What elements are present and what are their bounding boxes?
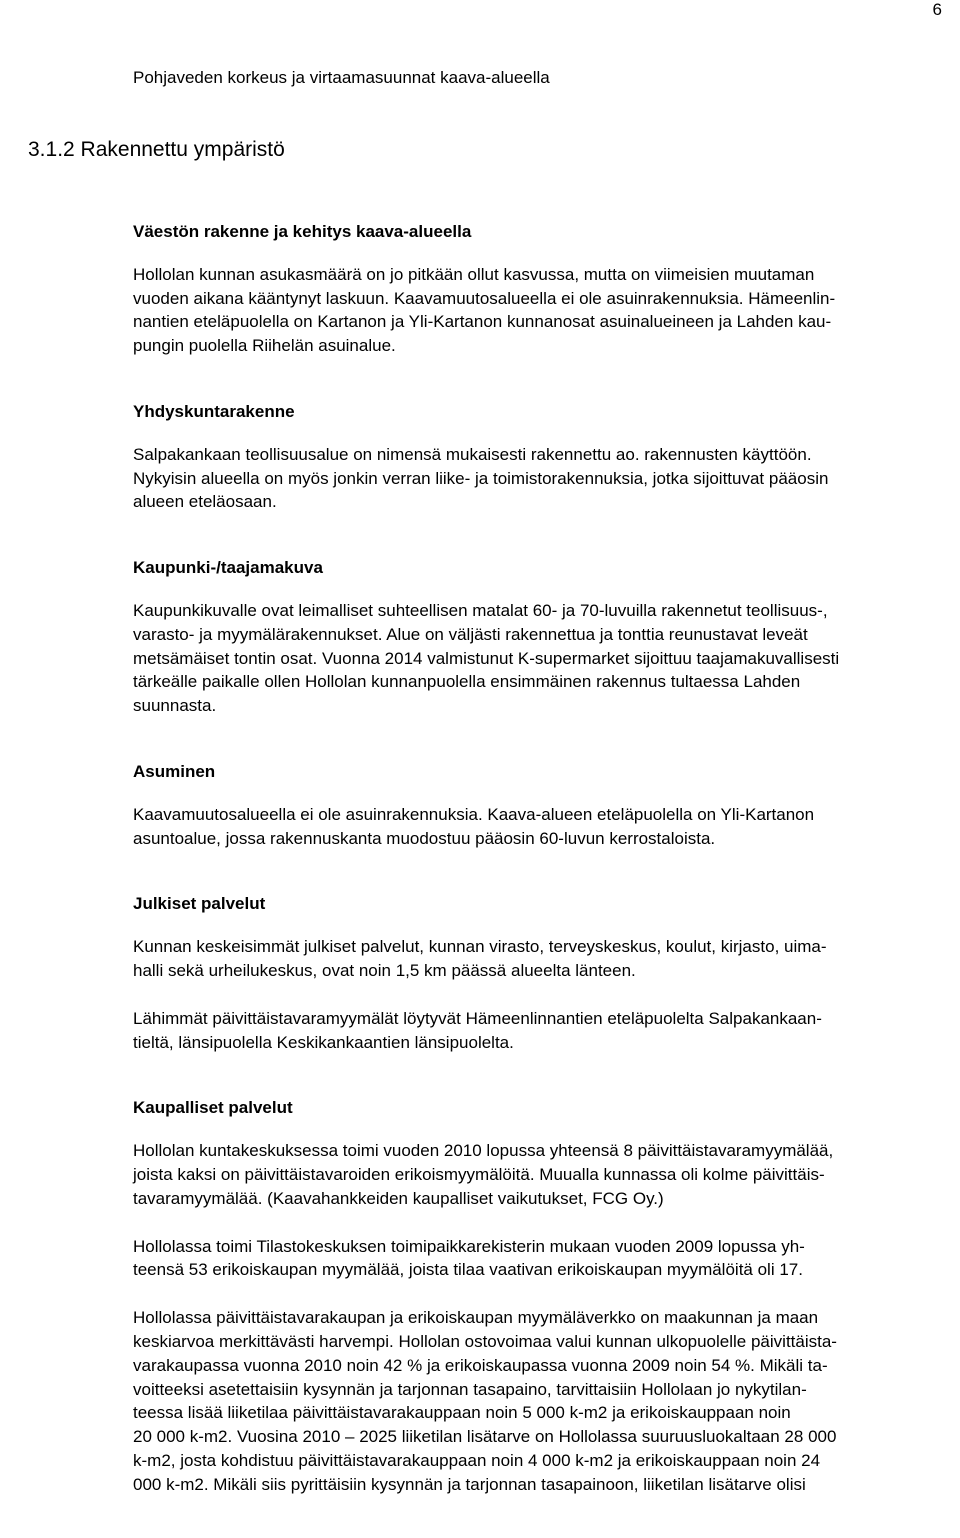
- text-line: pungin puolella Riihelän asuinalue.: [133, 336, 396, 356]
- text-line: Kaavamuutosalueella ei ole asuinrakennuksia. Kaava-alueen eteläpuolella on Yli-Kartanon: [133, 804, 815, 824]
- paragraph: [133, 1139, 948, 1210]
- text-line: varakaupassa vuonna 2010 noin 42 % ja erikoiskaupassa vuonna 2009 noin 54 %. Mikäli ta-: [133, 1355, 828, 1375]
- page-number: 6: [932, 0, 942, 19]
- text-line: Salpakankaan teollisuusalue on nimensä mukaisesti rakennettu ao. rakennusten käyttöön.: [133, 444, 812, 464]
- section-block: [133, 1096, 948, 1496]
- text-line: varasto- ja myymälärakennukset. Alue on väljästi rakennettua ja tonttia reunustavat leveät: [133, 624, 808, 644]
- section-block: [133, 220, 948, 358]
- subsection-heading: Asuminen: [133, 761, 216, 781]
- subsection-heading: Kaupalliset palvelut: [133, 1098, 293, 1118]
- paragraph: [133, 1235, 948, 1283]
- text-line: Lähimmät päivittäistavaramyymälät löytyvät Hämeenlinnantien eteläpuolelta Salpakankaan-: [133, 1008, 822, 1028]
- paragraph: [133, 263, 948, 358]
- paragraph: [133, 935, 948, 983]
- text-line: tieltä, länsipuolella Keskikankaantien länsipuolelta.: [133, 1032, 514, 1052]
- text-line: Hollolassa päivittäistavarakaupan ja erikoiskaupan myymäläverkko on maakunnan ja maan: [133, 1308, 819, 1328]
- text-line: 20 000 k-m2. Vuosina 2010 – 2025 liiketilan lisätarve on Hollolassa suuruusluokaltaan 28 000: [133, 1427, 837, 1447]
- text-line: alueen eteläosaan.: [133, 492, 277, 512]
- text-line: 000 k-m2. Mikäli siis pyrittäisiin kysynnän ja tarjonnan tasapainoon, liiketilan lisätarve olisi: [133, 1474, 806, 1494]
- text-line: teessa lisää liiketilaa päivittäistavarakauppaan noin 5 000 k-m2 ja erikoiskauppaan noin: [133, 1403, 791, 1423]
- paragraph: [133, 443, 948, 514]
- text-line: Hollolan kuntakeskuksessa toimi vuoden 2010 lopussa yhteensä 8 päivittäistavaramyymälää,: [133, 1141, 834, 1161]
- text-line: halli sekä urheilukeskus, ovat noin 1,5 km päässä alueelta länteen.: [133, 960, 636, 980]
- subsection-heading: Kaupunki-/taajamakuva: [133, 558, 323, 578]
- section-block: [133, 892, 948, 1054]
- text-line: tavaramyymälää. (Kaavahankkeiden kaupalliset vaikutukset, FCG Oy.): [133, 1188, 664, 1208]
- text-line: tärkeälle paikalle ollen Hollolan kunnanpuolella ensimmäinen rakennus tultaessa Lahden: [133, 672, 801, 692]
- paragraph: [133, 803, 948, 851]
- subsection-heading: Väestön rakenne ja kehitys kaava-alueella: [133, 222, 472, 241]
- text-line: Nykyisin alueella on myös jonkin verran liike- ja toimistorakennuksia, jotka sijoittuvat pääosin: [133, 468, 829, 488]
- text-line: k-m2, josta kohdistuu päivittäistavarakauppaan noin 4 000 k-m2 ja erikoiskauppaan noin 24: [133, 1450, 821, 1470]
- section-block: [133, 760, 948, 850]
- paragraph: [133, 1306, 948, 1496]
- subsection-heading: Yhdyskuntarakenne: [133, 401, 295, 421]
- section-block: [133, 400, 948, 514]
- section-heading: 3.1.2 Rakennettu ympäristö: [28, 138, 285, 161]
- text-line: Hollolan kunnan asukasmäärä on jo pitkään ollut kasvussa, mutta on viimeisien muutaman: [133, 264, 815, 284]
- text-line: metsämäiset tontin osat. Vuonna 2014 valmistunut K-supermarket sijoittuu taajamakuvallisesti: [133, 648, 840, 668]
- text-line: vuoden aikana kääntynyt laskuun. Kaavamuutosalueella ei ole asuinrakennuksia. Hämeenlin-: [133, 288, 836, 308]
- text-line: joista kaksi on päivittäistavaroiden erikoismyymälöitä. Muualla kunnassa oli kolme päivittäis-: [133, 1164, 825, 1184]
- text-line: teensä 53 erikoiskaupan myymälää, joista tilaa vaativan erikoiskaupan myymälöitä oli 17.: [133, 1260, 803, 1280]
- section-block: [133, 556, 948, 718]
- document-body: [133, 220, 948, 1538]
- text-line: keskiarvoa merkittävästi harvempi. Hollolan ostovoimaa valui kunnan ulkopuolelle päivittäista-: [133, 1331, 837, 1351]
- paragraph: [133, 1007, 948, 1055]
- text-line: suunnasta.: [133, 696, 217, 716]
- text-line: Kunnan keskeisimmät julkiset palvelut, kunnan virasto, terveyskeskus, koulut, kirjasto, uima-: [133, 937, 827, 957]
- text-line: Kaupunkikuvalle ovat leimalliset suhteellisen matalat 60- ja 70-luvuilla rakennetut teollisuus-,: [133, 600, 828, 620]
- paragraph: [133, 599, 948, 718]
- text-line: asuntoalue, jossa rakennuskanta muodostuu pääosin 60-luvun kerrostaloista.: [133, 828, 716, 848]
- text-line: voitteeksi asetettaisiin kysynnän ja tarjonnan tasapaino, tarvittaisiin Hollolaan jo nykytilan-: [133, 1379, 807, 1399]
- text-line: nantien eteläpuolella on Kartanon ja Yli-Kartanon kunnanosat asuinalueineen ja Lahden kau-: [133, 312, 832, 332]
- subsection-heading: Julkiset palvelut: [133, 894, 266, 914]
- text-line: Hollolassa toimi Tilastokeskuksen toimipaikkarekisterin mukaan vuoden 2009 lopussa yh-: [133, 1236, 805, 1256]
- intro-line: Pohjaveden korkeus ja virtaamasuunnat kaava-alueella: [133, 68, 550, 87]
